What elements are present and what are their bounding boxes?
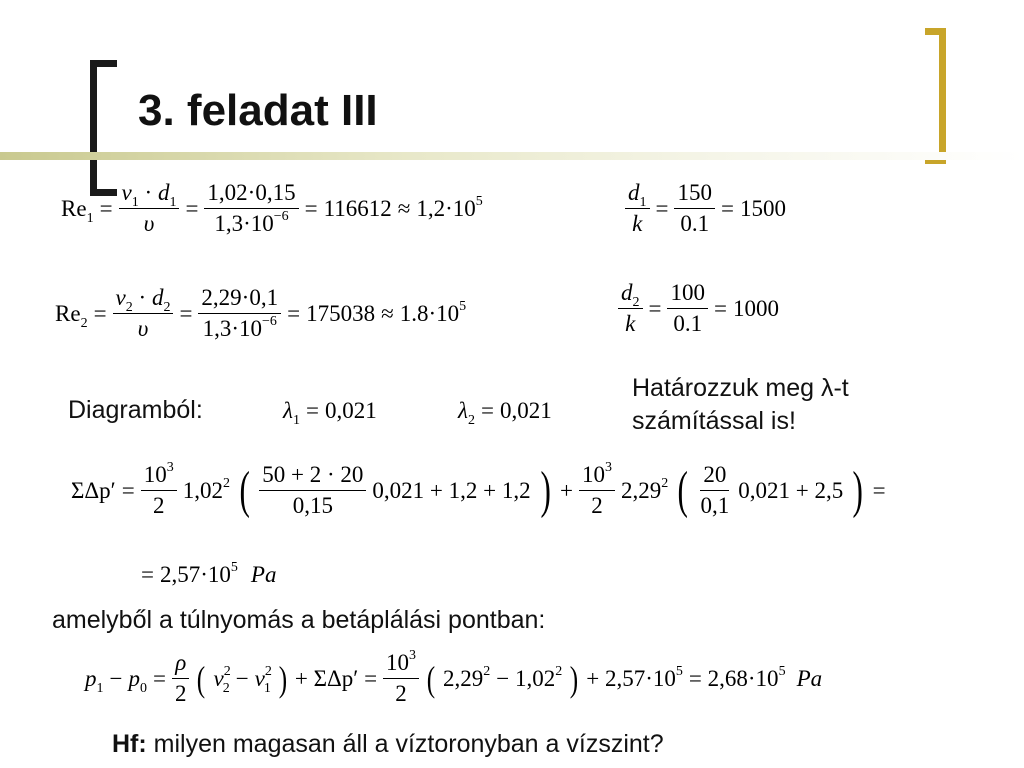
re1-numeric-fraction: $\frac{1,02\cdot 0,15}{1,3\cdot 10^{-6}}$ bbox=[204, 180, 298, 238]
re1-symbolic-fraction: $\frac{v_1 \cdot d_1}{\upsilon}$ bbox=[119, 180, 180, 238]
homework-label: Hf: bbox=[112, 730, 147, 758]
left-bracket-decoration bbox=[90, 60, 117, 196]
re2-symbolic-fraction: $\frac{v_2 \cdot d_2}{\upsilon}$ bbox=[113, 285, 174, 343]
pressure-drop-result: = $2,57\cdot 10^5$ Pa bbox=[141, 560, 277, 587]
pressure-drop-equation: ΣΔp′ = $\frac{10^3}{2}$ 1,02$^2$ ( $\frac{50 + 2 \cdot 20}{0,15}$ 0,021 + 1,2 + 1,2 ) + $\frac{10^3}{2}$ 2,29$^2$ ( $\frac{20}{0,1}$ 0,021 + 2,5 ) = bbox=[71, 460, 886, 519]
lambda-1-value: $\lambda_1$ = 0,021 bbox=[283, 398, 377, 428]
homework-line bbox=[112, 730, 664, 759]
d1-over-k-equation: $\frac{d_1}{k}$ = $\frac{150}{0.1}$ = 1500 bbox=[622, 180, 789, 238]
d2-over-k-equation: $\frac{d_2}{k}$ = $\frac{100}{0.1}$ = 1000 bbox=[615, 280, 782, 338]
title-underline-band bbox=[0, 152, 1024, 160]
overpressure-label: amelyből a túlnyomás a betáplálási pontban: bbox=[52, 606, 546, 634]
calculation-note: Határozzuk meg λ-t számítással is! bbox=[632, 374, 849, 435]
lambda-2-value: $\lambda_2$ = 0,021 bbox=[458, 398, 552, 428]
overpressure-equation: $p_1$ − $p_0$ = $\frac{\rho}{2}$ ( $v^2_2$ − $v^2_1$ ) + ΣΔp′ = $\frac{10^3}{2}$ ( 2,29$^2$ − $1,02^2$ ) + $2,57\cdot 10^5$ = $2,68\cdot 10^5$ Pa bbox=[85, 648, 823, 707]
slide-title: 3. feladat III bbox=[138, 86, 378, 135]
re2-numeric-fraction: $\frac{2,29\cdot 0,1}{1,3\cdot 10^{-6}}$ bbox=[198, 285, 281, 343]
homework-text: milyen magasan áll a víztoronyban a vízszint? bbox=[146, 730, 664, 758]
reynolds-2-equation: $Re_2$ = $\frac{v_2 \cdot d_2}{\upsilon}$ = $\frac{2,29\cdot 0,1}{1,3\cdot 10^{-6}}$ = 175038 ≈ $1.8\cdot 10^5$ bbox=[55, 285, 467, 342]
diagram-label: Diagramból: bbox=[68, 396, 203, 424]
reynolds-1-equation: $Re_1$ = $\frac{v_1 \cdot d_1}{\upsilon}$ = $\frac{1,02\cdot 0,15}{1,3\cdot 10^{-6}}$ = 116612 ≈ $1,2\cdot 10^5$ bbox=[61, 180, 483, 237]
right-bracket-decoration bbox=[925, 28, 946, 164]
